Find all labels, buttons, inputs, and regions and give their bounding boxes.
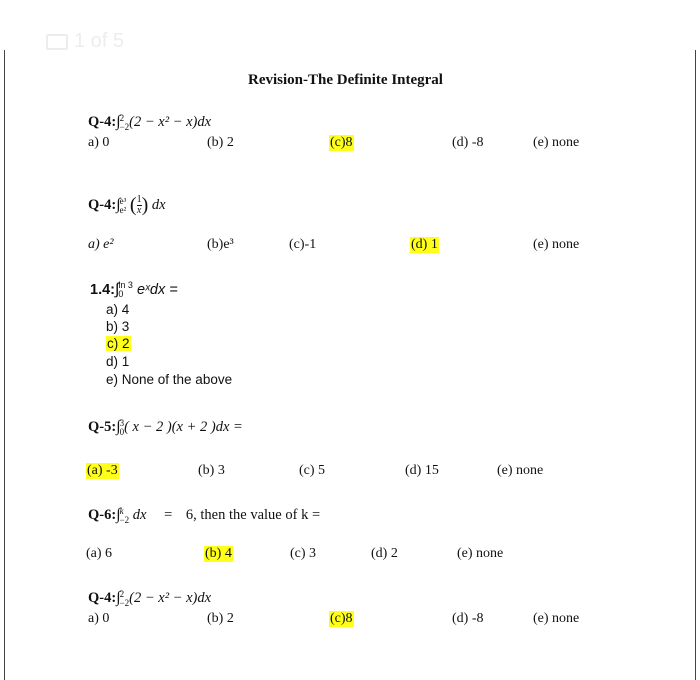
integrand: ( x − 2 )(x + 2 )dx = [124, 419, 243, 435]
upper-limit: ln 3 [118, 280, 133, 291]
q6-option-e: (e) none [533, 611, 580, 626]
q3-option-d: d) 1 [106, 354, 130, 369]
q5-option-a: (a) 6 [86, 546, 113, 561]
q4-option-d: (d) 15 [405, 463, 439, 478]
q4-option-a-highlighted: (a) -3 [87, 463, 118, 478]
lower-limit: −2 [119, 597, 130, 608]
upper-limit: 2 [119, 112, 125, 123]
q1-option-b: (b) 2 [207, 135, 234, 150]
q4-option-c: (c) 5 [299, 463, 326, 478]
q2-option-b: (b)e³ [207, 237, 234, 252]
upper-limit: 2 [119, 588, 125, 599]
fraction: $\frac{1}{x}$ [136, 194, 142, 216]
question-4: Q-5:∫ 3 0 ( x − 2 )(x + 2 )dx = [88, 417, 243, 437]
question-5: Q-6:∫ k −2 dx = 6, then the value of k = [88, 505, 321, 525]
equals-sign: = [164, 507, 173, 523]
q5-option-b-highlighted: (b) 4 [205, 546, 232, 561]
page-icon [46, 34, 68, 50]
viewer-toolbar [0, 0, 700, 68]
q3-option-a: a) 4 [106, 302, 130, 317]
question-label: 1.4: [90, 282, 115, 298]
q5-option-d: (d) 2 [371, 546, 398, 561]
upper-limit: e³ [119, 195, 127, 206]
question-label: Q-4: [88, 196, 117, 213]
lower-limit: −2 [119, 514, 130, 525]
q1-option-d: (d) -8 [452, 135, 484, 150]
lower-limit: 0 [119, 426, 125, 437]
question-2: Q-4:∫ e³ e² ( $\frac{1}{x}$ ) dx [88, 194, 166, 216]
q1-option-e: (e) none [533, 135, 580, 150]
q5-option-e: (e) none [457, 546, 504, 561]
q2-option-e: (e) none [533, 237, 580, 252]
question-label: Q-4: [88, 114, 117, 130]
q3-option-c-highlighted: c) 2 [107, 336, 130, 351]
question-3: 1.4:∫ ln 3 0 eˣdx = [90, 280, 178, 300]
page-indicator-text: 1 of 5 [74, 30, 125, 52]
upper-limit: k [119, 505, 124, 516]
integrand: (2 − x² − x)dx [129, 590, 212, 606]
q6-option-b: (b) 2 [207, 611, 234, 626]
q4-option-b: (b) 3 [198, 463, 225, 478]
integrand: eˣdx = [136, 282, 178, 298]
page-indicator[interactable] [46, 30, 124, 53]
question-label: Q-6: [88, 507, 117, 523]
q6-option-a: a) 0 [88, 611, 110, 626]
lower-limit: −2 [119, 121, 130, 132]
question-1: Q-4:∫ 2 −2 (2 − x² − x)dx [88, 112, 212, 132]
integrand: (2 − x² − x)dx [129, 114, 212, 130]
upper-limit: 3 [119, 417, 125, 428]
q2-option-d-highlighted: (d) 1 [411, 237, 438, 252]
q6-option-c-highlighted: (c)8 [330, 611, 353, 626]
q1-option-a: a) 0 [88, 135, 110, 150]
question-label: Q-4: [88, 590, 117, 606]
q2-option-a: a) e² [88, 237, 114, 252]
integrand: dx [132, 507, 147, 523]
q3-option-e: e) None of the above [106, 372, 233, 387]
question-label: Q-5: [88, 419, 117, 435]
document-title: Revision-The Definite Integral [248, 72, 443, 88]
integrand: dx [151, 196, 166, 213]
q3-option-b: b) 3 [106, 319, 130, 334]
page-border-left [4, 50, 5, 680]
q6-option-d: (d) -8 [452, 611, 484, 626]
question-text: 6, then the value of k = [185, 507, 321, 523]
page-border-right [695, 50, 696, 680]
q2-option-c: (c)-1 [289, 237, 317, 252]
question-6: Q-4:∫ 2 −2 (2 − x² − x)dx [88, 588, 212, 608]
q1-option-c-highlighted: (c)8 [330, 135, 353, 150]
q4-option-e: (e) none [497, 463, 544, 478]
q5-option-c: (c) 3 [290, 546, 317, 561]
lower-limit: 0 [118, 289, 124, 300]
lower-limit: e² [119, 204, 127, 215]
